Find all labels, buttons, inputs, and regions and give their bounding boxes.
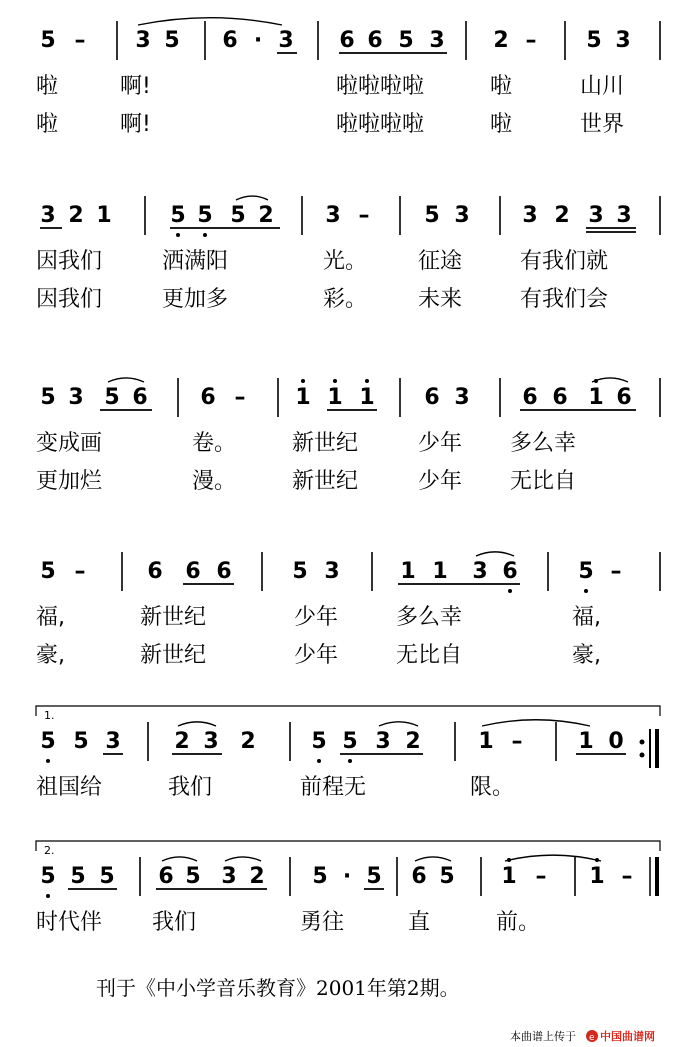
lyric: 无比自 bbox=[396, 643, 463, 668]
note: 5 bbox=[40, 729, 56, 754]
note: 3 bbox=[325, 203, 341, 228]
note: 3 bbox=[278, 28, 294, 53]
low-octave-dot bbox=[176, 233, 180, 237]
note: 2 bbox=[493, 28, 509, 53]
lyric: 新世纪 bbox=[140, 643, 207, 668]
note: 3 bbox=[68, 385, 84, 410]
note: – bbox=[358, 203, 370, 228]
slur bbox=[178, 722, 216, 726]
note: 3 bbox=[203, 729, 219, 754]
watermark-prefix: 本曲谱上传于 bbox=[510, 1030, 576, 1043]
lyric: 因我们 bbox=[36, 287, 103, 312]
volta-bracket bbox=[36, 841, 660, 851]
lyric: 少年 bbox=[418, 469, 463, 494]
lyric: 前。 bbox=[496, 910, 541, 935]
low-octave-dot bbox=[508, 589, 512, 593]
lyric: 因我们 bbox=[36, 249, 103, 274]
svg-text:e: e bbox=[589, 1033, 595, 1043]
note: 6 bbox=[367, 28, 383, 53]
note: 5 bbox=[104, 385, 120, 410]
note: 0 bbox=[608, 729, 624, 754]
note: 3 bbox=[324, 559, 340, 584]
note: 5 bbox=[40, 28, 56, 53]
lyric: 祖国给 bbox=[36, 775, 103, 800]
note: 5 bbox=[342, 729, 358, 754]
note: 5 bbox=[398, 28, 414, 53]
lyric: 卷。 bbox=[192, 431, 237, 456]
score-system bbox=[36, 196, 660, 312]
publication-note: 刊于《中小学音乐教育》2001年第2期。 bbox=[96, 976, 460, 1000]
low-octave-dot bbox=[348, 759, 352, 763]
note: 5 bbox=[230, 203, 246, 228]
note: 6 bbox=[222, 28, 238, 53]
note: 6 bbox=[158, 864, 174, 889]
note: 5 bbox=[424, 203, 440, 228]
note: 3 bbox=[522, 203, 538, 228]
note: – bbox=[535, 864, 547, 889]
note: 1 bbox=[96, 203, 112, 228]
lyric: 新世纪 bbox=[292, 469, 359, 494]
note: 1 bbox=[359, 385, 375, 410]
note: 1 bbox=[578, 729, 594, 754]
lyric: 洒满阳 bbox=[162, 249, 229, 274]
lyric: 世界 bbox=[580, 112, 625, 137]
note: 5 bbox=[185, 864, 201, 889]
lyric: 漫。 bbox=[192, 469, 237, 494]
lyric: 时代伴 bbox=[36, 910, 103, 935]
high-octave-dot bbox=[365, 379, 369, 383]
note: 3 bbox=[615, 28, 631, 53]
lyric: 直 bbox=[408, 910, 431, 935]
slur bbox=[108, 378, 144, 382]
low-octave-dot bbox=[203, 233, 207, 237]
note: 5 bbox=[99, 864, 115, 889]
slur bbox=[505, 855, 601, 861]
volta-number: 1. bbox=[44, 709, 55, 722]
lyric: 啦 bbox=[36, 74, 59, 99]
note: – bbox=[234, 385, 246, 410]
note: · bbox=[253, 28, 263, 53]
lyric: 有我们就 bbox=[520, 249, 609, 274]
note: – bbox=[74, 28, 86, 53]
note: 5 bbox=[197, 203, 213, 228]
slur bbox=[138, 18, 282, 25]
lyric: 变成画 bbox=[36, 431, 103, 456]
note: 1 bbox=[432, 559, 448, 584]
high-octave-dot bbox=[333, 379, 337, 383]
note: 6 bbox=[132, 385, 148, 410]
note: – bbox=[610, 559, 622, 584]
note: 6 bbox=[216, 559, 232, 584]
note: 6 bbox=[424, 385, 440, 410]
note: 2 bbox=[174, 729, 190, 754]
lyric: 前程无 bbox=[300, 775, 367, 800]
note: 6 bbox=[502, 559, 518, 584]
watermark-site: 中国曲谱网 bbox=[600, 1030, 655, 1043]
score-system bbox=[36, 18, 660, 137]
lyric: 啦 bbox=[490, 74, 513, 99]
lyric: 啊! bbox=[120, 112, 151, 137]
note: 1 bbox=[327, 385, 343, 410]
low-octave-dot bbox=[584, 589, 588, 593]
note: 3 bbox=[105, 729, 121, 754]
low-octave-dot bbox=[317, 759, 321, 763]
lyric: 未来 bbox=[418, 287, 463, 312]
note: 6 bbox=[411, 864, 427, 889]
lyric: 更加多 bbox=[162, 287, 229, 312]
lyric: 啦啦啦啦 bbox=[336, 74, 425, 99]
note: 3 bbox=[375, 729, 391, 754]
lyric: 我们 bbox=[168, 775, 213, 800]
note: 5 bbox=[312, 864, 328, 889]
lyric: 山川 bbox=[580, 74, 625, 99]
lyric: 无比自 bbox=[510, 469, 577, 494]
lyric: 征途 bbox=[418, 249, 463, 274]
note: 3 bbox=[454, 385, 470, 410]
lyric: 新世纪 bbox=[140, 605, 207, 630]
slur bbox=[476, 552, 514, 556]
lyric: 限。 bbox=[470, 775, 515, 800]
note: 1 bbox=[501, 864, 517, 889]
note: – bbox=[621, 864, 633, 889]
lyric: 啊! bbox=[120, 74, 151, 99]
note: 6 bbox=[339, 28, 355, 53]
lyric: 新世纪 bbox=[292, 431, 359, 456]
low-octave-dot bbox=[46, 759, 50, 763]
lyric: 更加烂 bbox=[36, 469, 103, 494]
note: · bbox=[342, 864, 352, 889]
note: 1 bbox=[295, 385, 311, 410]
lyric: 啦啦啦啦 bbox=[336, 112, 425, 137]
note: 6 bbox=[200, 385, 216, 410]
lyric: 彩。 bbox=[323, 287, 368, 312]
volta-number: 2. bbox=[44, 844, 55, 857]
high-octave-dot bbox=[301, 379, 305, 383]
lyric: 豪, bbox=[572, 643, 601, 668]
note: 1 bbox=[400, 559, 416, 584]
note: 5 bbox=[170, 203, 186, 228]
site-logo-icon bbox=[586, 1030, 598, 1043]
lyric: 豪, bbox=[36, 643, 65, 668]
lyric: 少年 bbox=[418, 431, 463, 456]
note: 1 bbox=[478, 729, 494, 754]
note: 6 bbox=[616, 385, 632, 410]
lyric: 多么幸 bbox=[510, 431, 577, 456]
lyric: 啦 bbox=[490, 112, 513, 137]
note: 3 bbox=[40, 203, 56, 228]
note: 3 bbox=[221, 864, 237, 889]
note: 3 bbox=[454, 203, 470, 228]
lyric: 有我们会 bbox=[520, 287, 609, 312]
note: 2 bbox=[258, 203, 274, 228]
note: 2 bbox=[68, 203, 84, 228]
final-double-bar bbox=[650, 857, 657, 896]
lyric: 福, bbox=[36, 605, 65, 630]
note: 1 bbox=[588, 385, 604, 410]
note: 6 bbox=[552, 385, 568, 410]
score-system bbox=[36, 841, 660, 935]
score-system bbox=[36, 706, 660, 800]
note: 5 bbox=[40, 385, 56, 410]
note: 6 bbox=[185, 559, 201, 584]
note: – bbox=[74, 559, 86, 584]
lyric: 勇往 bbox=[300, 910, 345, 935]
repeat-end-sign bbox=[640, 729, 658, 768]
note: 5 bbox=[366, 864, 382, 889]
score-system bbox=[36, 378, 660, 494]
lyric: 少年 bbox=[294, 605, 339, 630]
note: 5 bbox=[40, 864, 56, 889]
note: 3 bbox=[472, 559, 488, 584]
note: 2 bbox=[240, 729, 256, 754]
note: 5 bbox=[292, 559, 308, 584]
lyric: 光。 bbox=[323, 249, 368, 274]
lyric: 啦 bbox=[36, 112, 59, 137]
note: 5 bbox=[73, 729, 89, 754]
slur bbox=[415, 857, 451, 861]
note: 5 bbox=[164, 28, 180, 53]
slur bbox=[379, 722, 418, 726]
slur bbox=[225, 857, 261, 861]
note: 3 bbox=[588, 203, 604, 228]
note: 2 bbox=[249, 864, 265, 889]
lyric: 多么幸 bbox=[396, 605, 463, 630]
note: – bbox=[511, 729, 523, 754]
low-octave-dot bbox=[46, 894, 50, 898]
note: 5 bbox=[578, 559, 594, 584]
note: 3 bbox=[429, 28, 445, 53]
note: 3 bbox=[135, 28, 151, 53]
note: 5 bbox=[70, 864, 86, 889]
volta-bracket bbox=[36, 706, 660, 716]
lyric: 少年 bbox=[294, 643, 339, 668]
lyric: 我们 bbox=[152, 910, 197, 935]
note: – bbox=[525, 28, 537, 53]
lyric: 福, bbox=[572, 605, 601, 630]
note: 2 bbox=[554, 203, 570, 228]
note: 2 bbox=[405, 729, 421, 754]
note: 1 bbox=[589, 864, 605, 889]
note: 5 bbox=[586, 28, 602, 53]
slur bbox=[162, 857, 197, 861]
note: 3 bbox=[616, 203, 632, 228]
slur bbox=[236, 196, 268, 200]
slur bbox=[482, 720, 590, 726]
score-system bbox=[36, 552, 660, 668]
note: 5 bbox=[40, 559, 56, 584]
note: 5 bbox=[439, 864, 455, 889]
note: 5 bbox=[311, 729, 327, 754]
note: 6 bbox=[522, 385, 538, 410]
note: 6 bbox=[147, 559, 163, 584]
